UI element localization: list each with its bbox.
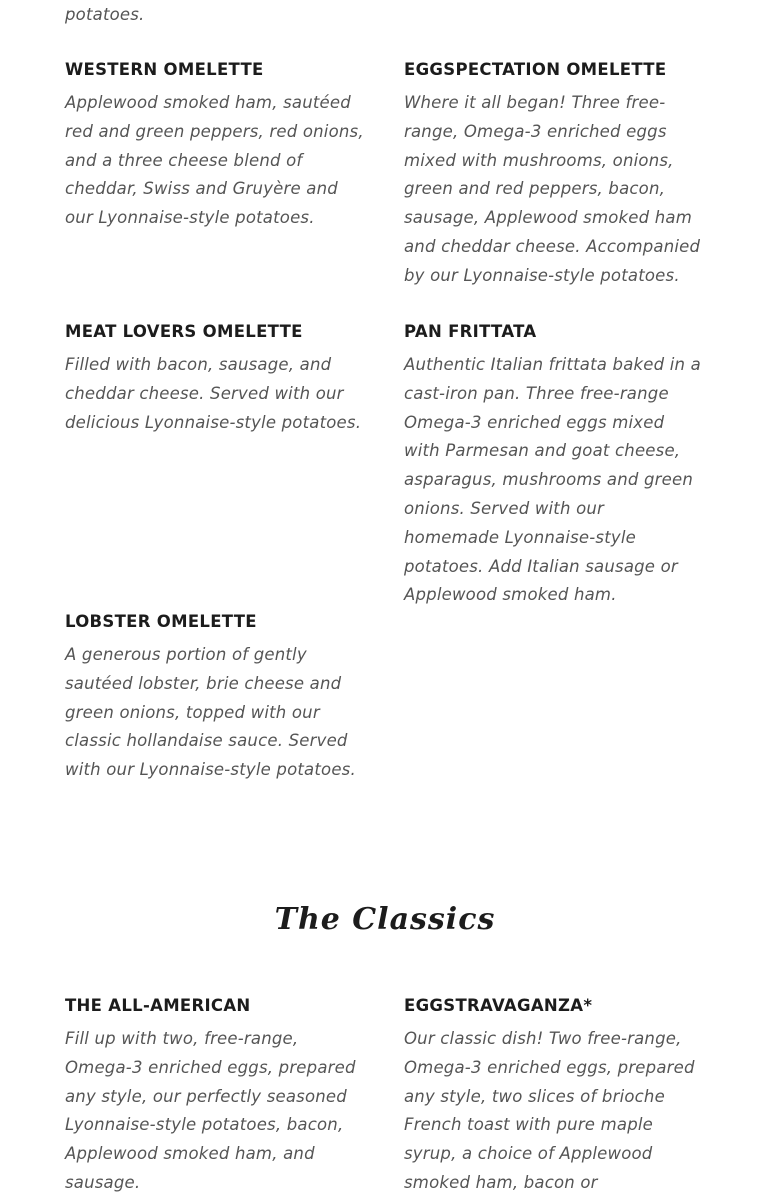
menu-item-description: Where it all began! Three free-range, Omega-3 enriched eggs mixed with mushrooms, onions, green and red peppers, bacon, sausage, Applewood smoked ham and cheddar cheese. Accompanied by our Lyonnaise-style potatoes.	[404, 93, 701, 285]
menu-item-description: Fill up with two, free-range, Omega-3 enriched eggs, prepared any style, our perfectly seasoned Lyonnaise-style potatoes, bacon, Applewood smoked ham, and sausage.	[65, 1029, 356, 1192]
section-heading-classics: The Classics	[274, 902, 496, 937]
menu-item-description: Filled with bacon, sausage, and cheddar cheese. Served with our delicious Lyonnaise-style potatoes.	[65, 355, 362, 432]
menu-item-title: LOBSTER OMELETTE	[65, 612, 257, 631]
menu-item-eggstravaganza	[404, 996, 704, 1198]
menu-item-western-omelette	[65, 60, 365, 233]
previous-item-description-fragment: potatoes.	[65, 5, 145, 24]
menu-item-title: PAN FRITTATA	[404, 322, 537, 341]
menu-item-meat-lovers-omelette	[65, 322, 365, 437]
menu-item-lobster-omelette	[65, 612, 365, 785]
menu-item-description: Authentic Italian frittata baked in a cast-iron pan. Three free-range Omega-3 enriched eggs mixed with Parmesan and goat cheese, asparagus, mushrooms and green onions. Served with our homemade Lyonnaise-style potatoes. Add Italian sausage or Applewood smoked ham.	[404, 355, 701, 605]
menu-item-all-american	[65, 996, 365, 1198]
menu-item-title: EGGSPECTATION OMELETTE	[404, 60, 667, 79]
menu-item-title: EGGSTRAVAGANZA*	[404, 996, 593, 1015]
menu-item-description: Applewood smoked ham, sautéed red and green peppers, red onions, and a three cheese blend of cheddar, Swiss and Gruyère and our Lyonnaise-style potatoes.	[65, 93, 364, 228]
menu-item-title: WESTERN OMELETTE	[65, 60, 264, 79]
menu-item-eggspectation-omelette	[404, 60, 704, 291]
menu-item-pan-frittata	[404, 322, 704, 610]
menu-item-description: A generous portion of gently sautéed lobster, brie cheese and green onions, topped with our classic hollandaise sauce. Served with our Lyonnaise-style potatoes.	[65, 645, 356, 780]
menu-item-description: Our classic dish! Two free-range, Omega-3 enriched eggs, prepared any style, two slices of brioche French toast with pure maple syrup, a choice of Applewood smoked ham, bacon or	[404, 1029, 695, 1192]
menu-item-title: THE ALL-AMERICAN	[65, 996, 251, 1015]
menu-item-title: MEAT LOVERS OMELETTE	[65, 322, 303, 341]
